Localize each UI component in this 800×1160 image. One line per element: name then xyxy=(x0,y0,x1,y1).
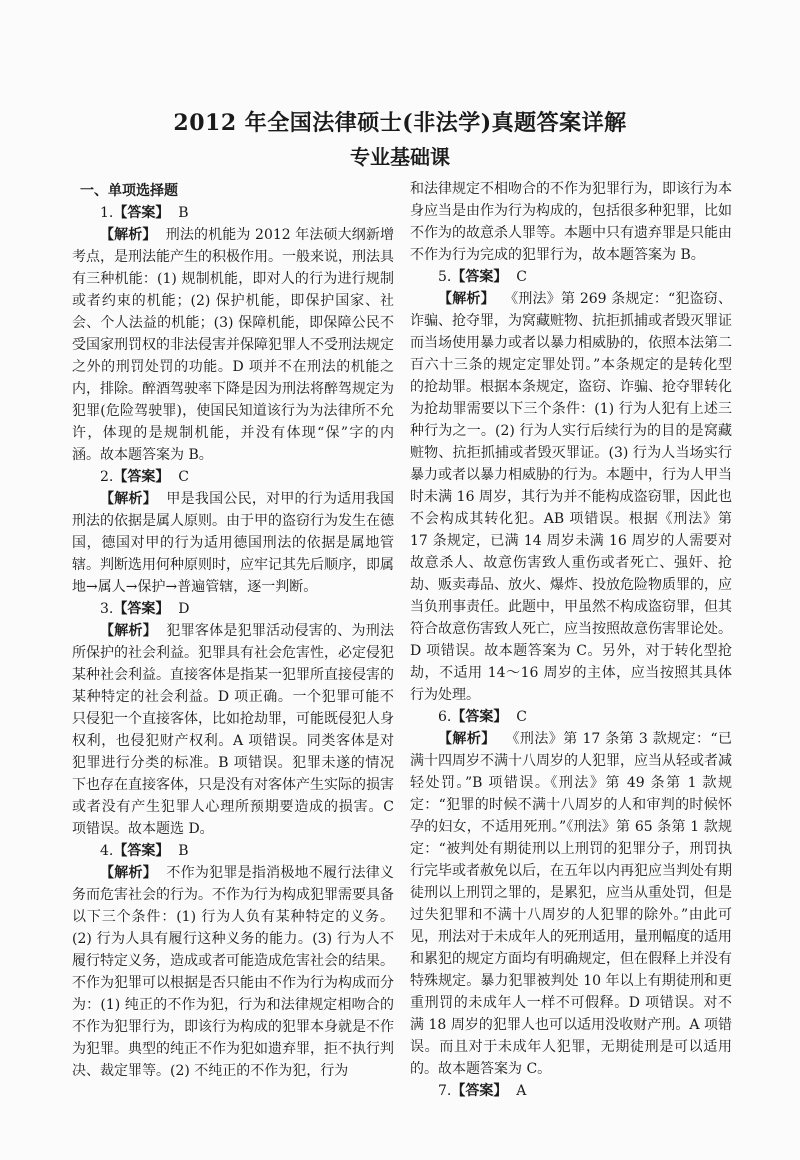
answer-value: C xyxy=(516,709,527,725)
question-number: 2. xyxy=(100,469,114,485)
explanation-q1 xyxy=(72,224,394,466)
page-subtitle: 专业基础课 xyxy=(350,145,450,169)
explanation-text: 《刑法》第 17 条第 3 款规定：“已满十四周岁不满十八周岁的人犯罪，应当从轻或者减轻处罚。”B 项错误。《刑法》第 49 条第 1 款规定：“犯罪的时候不满十八周岁的人和审判的时候怀孕的妇女，不适用死刑。”《刑法》第 65 条第 1 款规定：“被判处有期徒刑以上刑罚的犯罪分子，刑罚执行完毕或者赦免以后，在五年以内再犯应当判处有期徒刑以上刑罚之罪的，是累犯，应当从重处罚，但是过失犯罪和不满十八周岁的人犯罪的除外。”由此可见，刑法对于未成年人的死刑适用，量刑幅度的适用和累犯的规定方面均有明确规定，但在假释上并没有特殊规定。暴力犯罪被判处 10 年以上有期徒刑和更重刑罚的未成年人一样不可假释。D 项错误。对不满 18 周岁的犯罪人也可以适用没收财产刑。A 项错误。而且对于未成年人犯罪，无期徒刑是可以适用的。故本题答案为 C。 xyxy=(410,731,733,1077)
answer-tag: 【答案】 xyxy=(113,601,170,617)
right-column xyxy=(410,178,732,1102)
answer-tag: 【答案】 xyxy=(113,205,170,221)
explanation-tag: 【解析】 xyxy=(100,227,157,243)
explanation-q3 xyxy=(72,620,394,840)
answer-value: B xyxy=(178,205,189,221)
answer-value: A xyxy=(516,1083,527,1099)
question-number: 6. xyxy=(438,709,452,725)
question-number: 5. xyxy=(438,269,452,285)
answer-tag: 【答案】 xyxy=(451,1083,508,1099)
section-heading: 一、单项选择题 xyxy=(80,183,178,199)
explanation-tag: 【解析】 xyxy=(438,731,496,747)
answer-tag: 【答案】 xyxy=(113,469,170,485)
answer-tag: 【答案】 xyxy=(451,269,508,285)
answer-value: C xyxy=(516,269,527,285)
explanation-tag: 【解析】 xyxy=(100,491,157,507)
answer-value: C xyxy=(178,469,189,485)
explanation-text: 不作为犯罪是指消极地不履行法律义务而危害社会的行为。不作为行为构成犯罪需要具备以下三个条件：(1) 行为人负有某种特定的义务。(2) 行为人具有履行这种义务的能力。(3) 行为人不履行特定义务，造成或者可能造成危害社会的结果。不作为犯罪可以根据是否只能由不作为行为构成而分为：(1) 纯正的不作为犯，行为和法律规定相吻合的不作为犯罪行为，即该行为构成的犯罪本身就是不作为犯罪。典型的纯正不作为犯如遗弃罪，拒不执行判决、裁定罪等。(2) 不纯正的不作为犯，行为 xyxy=(72,865,395,1079)
question-number: 3. xyxy=(100,601,114,617)
answer-line-q2 xyxy=(72,466,394,488)
explanation-text: 甲是我国公民，对甲的行为适用我国刑法的依据是属人原则。由于甲的盗窃行为发生在德国，德国对甲的行为适用德国刑法的依据是属地管辖。判断选用何种原则时，应牢记其先后顺序，即属地→属人→保护→普遍管辖，逐一判断。 xyxy=(72,491,395,595)
question-number: 4. xyxy=(100,843,114,859)
left-column xyxy=(72,180,394,1082)
explanation-q5 xyxy=(410,288,732,706)
explanation-tag: 【解析】 xyxy=(438,291,495,307)
explanation-text: 刑法的机能为 2012 年法硕大纲新增考点，是刑法能产生的积极作用。一般来说，刑法具有三种机能：(1) 规制机能，即对人的行为进行规制或者约束的机能；(2) 保护机能，即保护国家、社会、个人法益的机能；(3) 保障机能，即保障公民不受国家刑罚权的非法侵害并保障犯罪人不受刑法规定之外的刑罚处罚的功能。D 项并不在刑法的机能之内，排除。醉酒驾驶率下降是因为刑法将醉驾规定为犯罪(危险驾驶罪)，使国民知道该行为为法律所不允许，体现的是规制机能，并没有体现“保”字的内涵。故本题答案为 B。 xyxy=(72,227,395,463)
answer-value: B xyxy=(178,843,189,859)
answer-line-q4 xyxy=(72,840,394,862)
question-number: 1. xyxy=(100,205,114,221)
answer-line-q3 xyxy=(72,598,394,620)
explanation-text: 《刑法》第 269 条规定：“犯盗窃、诈骗、抢夺罪，为窝藏赃物、抗拒抓捕或者毁灭罪证而当场使用暴力或者以暴力相威胁的，依照本法第二百六十三条的规定定罪处罚。”本条规定的是转化型的抢劫罪。根据本条规定，盗窃、诈骗、抢夺罪转化为抢劫罪需要以下三个条件：(1) 行为人犯有上述三种行为之一。(2) 行为人实行后续行为的目的是窝藏赃物、抗拒抓捕或者毁灭罪证。(3) 行为人当场实行暴力或者以暴力相威胁的行为。本题中，行为人甲当时未满 16 周岁，其行为并不能构成盗窃罪，因此也不会构成其转化犯。AB 项错误。根据《刑法》第 17 条规定，已满 14 周岁未满 16 周岁的人需要对故意杀人、故意伤害致人重伤或者死亡、强奸、抢劫、贩卖毒品、放火、爆炸、投放危险物质罪的，应当负刑事责任。此题中，甲虽然不构成盗窃罪，但其符合故意伤害致人死亡，应当按照故意伤害罪论处。D 项错误。故本题答案为 C。另外，对于转化型抢劫，不适用 14～16 周岁的主体，应当按照其具体行为处理。 xyxy=(410,291,732,703)
answer-value: D xyxy=(178,601,190,617)
explanation-q4 xyxy=(72,862,394,1082)
explanation-q4-continued: 和法律规定不相吻合的不作为犯罪行为，即该行为本身应当是由作为行为构成的，包括很多种犯罪，比如不作为的故意杀人罪等。本题中只有遗弃罪是只能由不作为行为完成的犯罪行为，故本题答案为 B。 xyxy=(410,181,732,263)
explanation-text: 犯罪客体是犯罪活动侵害的、为刑法所保护的社会利益。犯罪具有社会危害性，必定侵犯某种社会利益。直接客体是指某一犯罪所直接侵害的某种特定的社会利益。D 项正确。一个犯罪可能不只侵犯一个直接客体，比如抢劫罪，可能既侵犯人身权利，也侵犯财产权利。A 项错误。同类客体是对犯罪进行分类的标准。B 项错误。犯罪未遂的情况下也存在直接客体，只是没有对客体产生实际的损害或者没有产生犯罪人心理所预期要造成的损害。C 项错误。故本题选 D。 xyxy=(72,623,395,837)
answer-line-q5 xyxy=(410,266,732,288)
answer-tag: 【答案】 xyxy=(451,709,508,725)
question-number: 7. xyxy=(438,1083,452,1099)
explanation-q6 xyxy=(410,728,732,1080)
explanation-tag: 【解析】 xyxy=(100,865,157,881)
answer-tag: 【答案】 xyxy=(113,843,170,859)
answer-line-q6 xyxy=(410,706,732,728)
page-title: 2012 年全国法律硕士(非法学)真题答案详解 xyxy=(173,110,627,136)
answer-line-q1 xyxy=(72,202,394,224)
explanation-q2 xyxy=(72,488,394,598)
answer-line-q7 xyxy=(410,1080,732,1102)
explanation-tag: 【解析】 xyxy=(100,623,157,639)
